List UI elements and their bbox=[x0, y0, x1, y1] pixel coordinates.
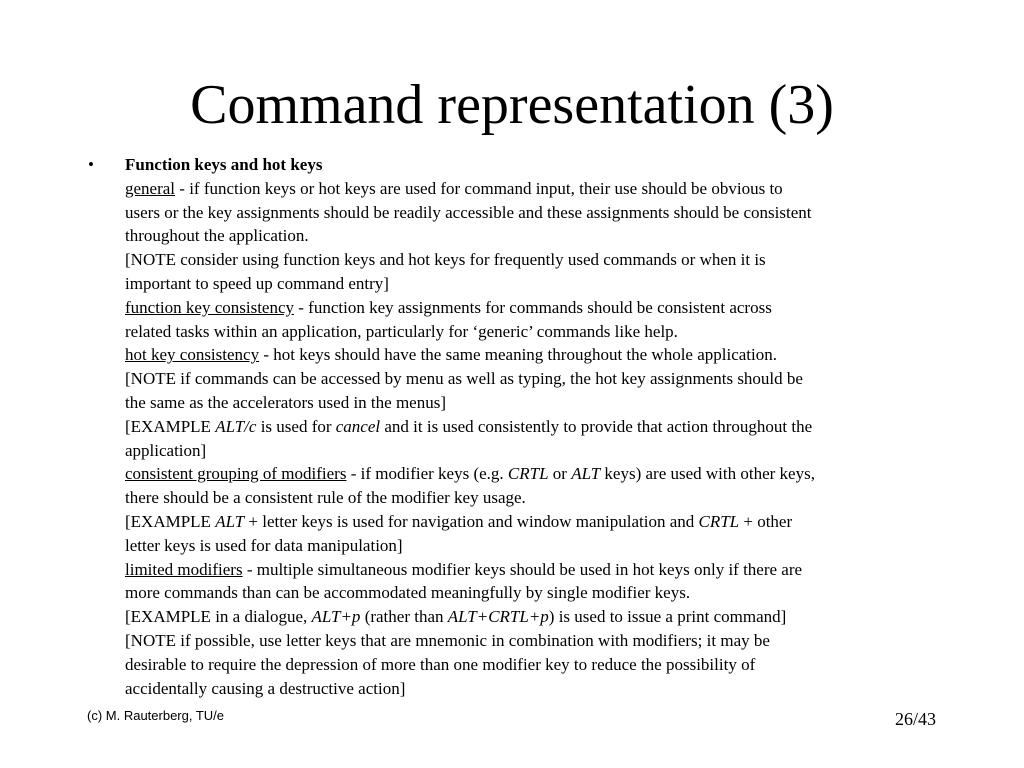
text-line: related tasks within an application, particularly for ‘generic’ commands like help. bbox=[125, 321, 678, 341]
text-line: throughout the application. bbox=[125, 226, 309, 246]
text-segment: - if modifier keys (e.g. bbox=[346, 464, 508, 484]
key-crtl: CRTL bbox=[698, 511, 740, 531]
term-hot-key-consistency: hot key consistency bbox=[125, 345, 260, 365]
text-segment: - hot keys should have the same meaning throughout the whole application. bbox=[259, 345, 778, 365]
note-line: the same as the accelerators used in the menus] bbox=[125, 392, 446, 412]
slide-title: Command representation (3) bbox=[190, 74, 834, 136]
example-line bbox=[125, 605, 945, 629]
key-alt-p: ALT+p bbox=[311, 607, 361, 627]
text-segment: - function key assignments for commands should be consistent across bbox=[294, 297, 772, 317]
text-segment: ) is used to issue a print command] bbox=[548, 607, 787, 627]
text-segment: or bbox=[548, 464, 572, 484]
key-alt-crtl-p: ALT+CRTL+p bbox=[447, 607, 549, 627]
bullet-icon: • bbox=[88, 155, 94, 174]
term-function-key-consistency: function key consistency bbox=[125, 297, 295, 317]
text-line: users or the key assignments should be readily accessible and these assignments should be consistent bbox=[125, 202, 812, 222]
line-limited-modifiers bbox=[125, 558, 945, 582]
example-line bbox=[125, 415, 945, 439]
line-function-key-consistency bbox=[125, 296, 945, 320]
text-line: more commands than can be accommodated meaningfully by single modifier keys. bbox=[125, 583, 691, 603]
text-segment: + other bbox=[739, 511, 793, 531]
action-cancel: cancel bbox=[335, 416, 381, 436]
text-segment: keys) are used with other keys, bbox=[600, 464, 815, 484]
text-line: there should be a consistent rule of the modifier key usage. bbox=[125, 488, 526, 508]
example-line: application] bbox=[125, 440, 207, 460]
text-segment: [EXAMPLE bbox=[125, 511, 216, 531]
section-heading: Function keys and hot keys bbox=[125, 155, 323, 174]
text-segment: + letter keys is used for navigation and window manipulation and bbox=[244, 511, 699, 531]
term-general: general bbox=[125, 178, 176, 198]
page-number: 26/43 bbox=[894, 709, 936, 729]
note-line: accidentally causing a destructive action] bbox=[125, 678, 406, 698]
bullet-content bbox=[125, 153, 945, 700]
text-segment: [EXAMPLE bbox=[125, 416, 216, 436]
note-line: [NOTE if possible, use letter keys that are mnemonic in combination with modifiers; it may be bbox=[125, 630, 770, 650]
note-line: desirable to require the depression of more than one modifier key to reduce the possibility of bbox=[125, 654, 756, 674]
key-crtl: CRTL bbox=[507, 464, 549, 484]
text-segment: (rather than bbox=[360, 607, 448, 627]
text-segment: - if function keys or hot keys are used for command input, their use should be obvious to bbox=[175, 178, 783, 198]
text-segment: and it is used consistently to provide that action throughout the bbox=[380, 416, 813, 436]
note-line: [NOTE consider using function keys and hot keys for frequently used commands or when it is bbox=[125, 250, 766, 270]
line-general bbox=[125, 177, 945, 201]
example-line bbox=[125, 510, 945, 534]
line-consistent-grouping bbox=[125, 462, 945, 486]
key-alt: ALT bbox=[571, 464, 601, 484]
line-hot-key-consistency bbox=[125, 343, 945, 367]
note-line: [NOTE if commands can be accessed by menu as well as typing, the hot key assignments should be bbox=[125, 369, 803, 389]
text-segment: [EXAMPLE in a dialogue, bbox=[125, 607, 312, 627]
example-line: letter keys is used for data manipulation] bbox=[125, 535, 403, 555]
key-alt-c: ALT/c bbox=[215, 416, 257, 436]
term-consistent-grouping: consistent grouping of modifiers bbox=[125, 464, 347, 484]
footer-copyright: (c) M. Rauterberg, TU/e bbox=[87, 708, 225, 723]
term-limited-modifiers: limited modifiers bbox=[125, 559, 243, 579]
text-segment: is used for bbox=[256, 416, 336, 436]
key-alt: ALT bbox=[215, 511, 245, 531]
note-line: important to speed up command entry] bbox=[125, 273, 389, 293]
text-segment: - multiple simultaneous modifier keys should be used in hot keys only if there are bbox=[242, 559, 803, 579]
